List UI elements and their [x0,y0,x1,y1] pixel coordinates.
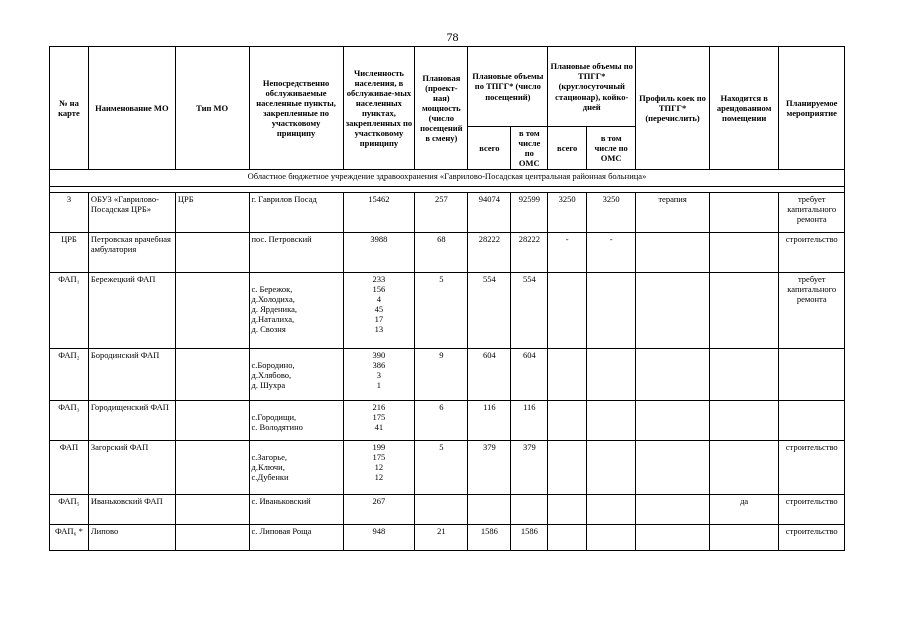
header-capacity: Плановая (проект-ная) мощность (число посещений в смену) [415,47,468,170]
cell-num: ФАП₆ * [50,525,89,551]
cell-rented [709,233,779,273]
cell-profile [636,401,710,441]
cell-capacity: 257 [415,193,468,233]
cell-capacity: 68 [415,233,468,273]
cell-points: с. Иваньковский [249,495,343,525]
cell-beds-total: - [548,233,587,273]
cell-points: с.Бородино, д.Хлябово, д. Шухра [249,349,343,401]
cell-profile: терапия [636,193,710,233]
cell-type [175,441,249,495]
cell-rented [709,193,779,233]
cell-visits-oms: 554 [511,273,548,349]
page-number: 78 [446,30,459,44]
header-beds-total: всего [548,127,587,170]
cell-profile [636,349,710,401]
cell-beds-oms: - [587,233,636,273]
header-tpgg-beds: Плановые объемы по ТПГГ* (круглосуточный стационар), койко-дней [548,47,636,127]
cell-visits-total: 116 [468,401,511,441]
header-num: № на карте [50,47,89,170]
cell-visits-total: 1586 [468,525,511,551]
cell-planned: строительство [779,233,845,273]
cell-visits-oms: 92599 [511,193,548,233]
cell-visits-oms: 1586 [511,525,548,551]
cell-num: 3 [50,193,89,233]
cell-beds-total [548,273,587,349]
cell-rented: да [709,495,779,525]
cell-rented [709,273,779,349]
cell-type [175,233,249,273]
cell-rented [709,401,779,441]
cell-beds-total [548,401,587,441]
cell-beds-oms [587,273,636,349]
cell-beds-oms: 3250 [587,193,636,233]
cell-capacity [415,495,468,525]
table-row [50,441,845,495]
cell-num: ФАП₃ [50,401,89,441]
cell-population: 390 386 3 1 [343,349,415,401]
cell-beds-total [548,525,587,551]
cell-profile [636,233,710,273]
cell-name: Загорский ФАП [88,441,175,495]
cell-name: Петровская врачебная амбулатория [88,233,175,273]
table-row [50,193,845,233]
cell-planned: строительство [779,525,845,551]
cell-visits-total: 554 [468,273,511,349]
cell-num: ФАП₁ [50,273,89,349]
cell-visits-total: 604 [468,349,511,401]
cell-type: ЦРБ [175,193,249,233]
header-points: Непосредственно обслуживаемые населенные пункты, закрепленные по участковому принципу [249,47,343,170]
cell-visits-oms: 379 [511,441,548,495]
header-beds-oms: в том числе по ОМС [587,127,636,170]
cell-visits-oms [511,495,548,525]
cell-points: с.Городищи, с. Володятино [249,401,343,441]
cell-population: 216 175 41 [343,401,415,441]
cell-name: Бережецкий ФАП [88,273,175,349]
cell-type [175,349,249,401]
cell-visits-total: 379 [468,441,511,495]
cell-beds-total [548,495,587,525]
cell-capacity: 21 [415,525,468,551]
cell-beds-oms [587,495,636,525]
cell-type [175,525,249,551]
section-title: Областное бюджетное учреждение здравоохранения «Гаврилово-Посадская центральная районная больница» [50,170,845,187]
cell-name: Иваньковский ФАП [88,495,175,525]
cell-beds-oms [587,525,636,551]
header-visits-total: всего [468,127,511,170]
cell-planned [779,349,845,401]
cell-rented [709,525,779,551]
cell-name: Городищенский ФАП [88,401,175,441]
cell-type [175,273,249,349]
cell-planned: требует капитального ремонта [779,273,845,349]
cell-capacity: 5 [415,273,468,349]
cell-beds-oms [587,401,636,441]
header-tpgg-visits: Плановые объемы по ТПГГ* (число посещений) [468,47,548,127]
table-row [50,273,845,349]
cell-planned: строительство [779,495,845,525]
cell-visits-total [468,495,511,525]
mo-table [49,46,845,551]
cell-planned [779,401,845,441]
cell-population: 233 156 4 45 17 13 [343,273,415,349]
cell-type [175,401,249,441]
cell-num: ФАП [50,441,89,495]
cell-profile [636,441,710,495]
cell-name: ОБУЗ «Гаврилово-Посадская ЦРБ» [88,193,175,233]
cell-profile [636,525,710,551]
cell-beds-oms [587,349,636,401]
header-name: Наименование МО [88,47,175,170]
header-population: Численность населения, в обслуживае-мых населенных пунктах, закрепленных по участковому принципу [343,47,415,170]
cell-planned: строительство [779,441,845,495]
cell-visits-oms: 604 [511,349,548,401]
table-row [50,233,845,273]
header-planned: Планируемое мероприятие [779,47,845,170]
cell-points: пос. Петровский [249,233,343,273]
cell-planned: требует капитального ремонта [779,193,845,233]
header-visits-oms: в том числе по ОМС [511,127,548,170]
cell-visits-oms: 116 [511,401,548,441]
cell-num: ФАП₅ [50,495,89,525]
cell-num: ЦРБ [50,233,89,273]
cell-visits-oms: 28222 [511,233,548,273]
cell-profile [636,273,710,349]
header-profile: Профиль коек по ТПГГ* (перечислить) [636,47,710,170]
cell-points: с. Бережок, д.Холодиха, д. Ярденика, д.Наталиха, д. Свозня [249,273,343,349]
cell-beds-total: 3250 [548,193,587,233]
cell-num: ФАП₂ [50,349,89,401]
cell-visits-total: 28222 [468,233,511,273]
table-row [50,401,845,441]
cell-profile [636,495,710,525]
cell-capacity: 6 [415,401,468,441]
cell-population: 199 175 12 12 [343,441,415,495]
cell-capacity: 5 [415,441,468,495]
cell-beds-total [548,441,587,495]
cell-population: 948 [343,525,415,551]
cell-points: г. Гаврилов Посад [249,193,343,233]
header-type: Тип МО [175,47,249,170]
cell-population: 267 [343,495,415,525]
cell-name: Бородинский ФАП [88,349,175,401]
header-rented: Находится в арендованном помещении [709,47,779,170]
cell-rented [709,441,779,495]
cell-beds-oms [587,441,636,495]
cell-points: с. Липовая Роща [249,525,343,551]
cell-population: 15462 [343,193,415,233]
cell-name: Липово [88,525,175,551]
cell-rented [709,349,779,401]
cell-type [175,495,249,525]
cell-capacity: 9 [415,349,468,401]
cell-population: 3988 [343,233,415,273]
table-row [50,349,845,401]
table-row [50,495,845,525]
table-row [50,525,845,551]
cell-points: с.Загорье, д.Ключи, с.Дубенки [249,441,343,495]
cell-visits-total: 94074 [468,193,511,233]
cell-beds-total [548,349,587,401]
